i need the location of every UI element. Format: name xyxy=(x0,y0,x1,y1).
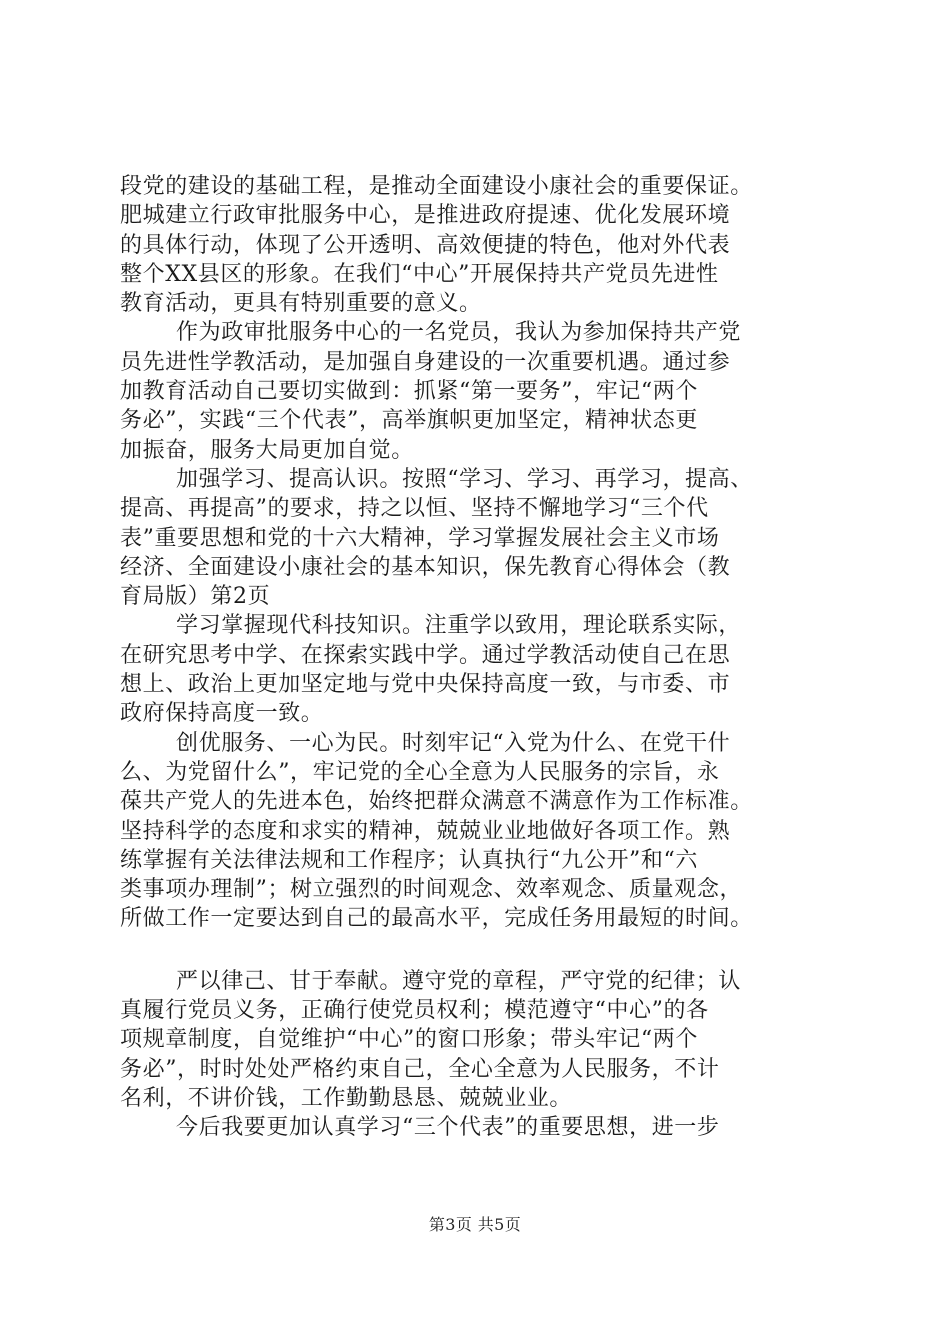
text-line: 肥城建立行政审批服务中心，是推进政府提速、优化发展环境 xyxy=(120,203,731,229)
document-body xyxy=(120,172,832,1143)
text-line: 加教育活动自己要切实做到：抓紧“第一要务”，牢记“两个 xyxy=(120,379,698,405)
paragraph-first-line: 创优服务、一心为民。时刻牢记“入党为什么、在党干什 xyxy=(176,730,731,756)
text-line: 教育活动，更具有特别重要的意义。 xyxy=(120,291,482,317)
paragraph-first-line: 今后我要更加认真学习“三个代表”的重要思想，进一步 xyxy=(176,1115,720,1141)
text-line: 务必”，实践“三个代表”，高举旗帜更加坚定，精神状态更 xyxy=(120,408,698,434)
text-line: 整个XX县区的形象。在我们“中心”开展保持共产党员先进性 xyxy=(120,261,719,287)
text-line: 段党的建设的基础工程，是推动全面建设小康社会的重要保证。 xyxy=(120,174,753,199)
paragraph-first-line: 加强学习、提高认识。按照“学习、学习、再学习，提高、 xyxy=(176,466,753,492)
text-line: 经济、全面建设小康社会的基本知识，保先教育心得体会（教 xyxy=(120,554,731,580)
text-line: 务必”，时时处处严格约束自己，全心全意为人民服务，不计 xyxy=(120,1056,720,1082)
text-line: 真履行党员义务，正确行使党员权利；模范遵守“中心”的各 xyxy=(120,998,709,1024)
text-line: 练掌握有关法律法规和工作程序；认真执行“九公开”和“六 xyxy=(120,847,698,873)
text-line: 名利，不讲价钱，工作勤勤恳恳、兢兢业业。 xyxy=(120,1085,573,1111)
text-line: 加振奋，服务大局更加自觉。 xyxy=(120,437,414,463)
text-line: 的具体行动，体现了公开透明、高效便捷的特色，他对外代表 xyxy=(120,232,731,258)
blank-line xyxy=(120,934,832,967)
text-line: 么、为党留什么”，牢记党的全心全意为人民服务的宗旨，永 xyxy=(120,759,720,785)
text-line: 育局版）第2页 xyxy=(120,584,271,610)
text-line: 项规章制度，自觉维护“中心”的窗口形象；带头牢记“两个 xyxy=(120,1027,698,1053)
text-line: 在研究思考中学、在探索实践中学。通过学教活动使自己在思 xyxy=(120,642,731,668)
text-line: 所做工作一定要达到自己的最高水平，完成任务用最短的时间。 xyxy=(120,906,753,932)
paragraph-first-line: 作为政审批服务中心的一名党员，我认为参加保持共产党 xyxy=(176,320,742,346)
text-line: 表”重要思想和党的十六大精神，学习掌握发展社会主义市场 xyxy=(120,525,720,551)
text-line: 葆共产党人的先进本色，始终把群众满意不满意作为工作标准。 xyxy=(120,789,753,815)
paragraph-first-line: 严以律己、甘于奉献。遵守党的章程，严守党的纪律；认 xyxy=(176,968,742,994)
text-line: 想上、政治上更加坚定地与党中央保持高度一致，与市委、市 xyxy=(120,672,731,698)
paragraph-first-line: 学习掌握现代科技知识。注重学以致用，理论联系实际， xyxy=(176,613,742,639)
text-line: 员先进性学教活动，是加强自身建设的一次重要机遇。通过参 xyxy=(120,349,731,375)
text-line: 政府保持高度一致。 xyxy=(120,701,324,727)
text-line: 提高、再提高”的要求，持之以恒、坚持不懈地学习“三个代 xyxy=(120,496,709,522)
text-line: 坚持科学的态度和求实的精神，兢兢业业地做好各项工作。熟 xyxy=(120,818,731,844)
page-footer: 第3页 共5页 xyxy=(428,1215,522,1234)
text-line: 类事项办理制”；树立强烈的时间观念、效率观念、质量观念， xyxy=(120,877,743,903)
